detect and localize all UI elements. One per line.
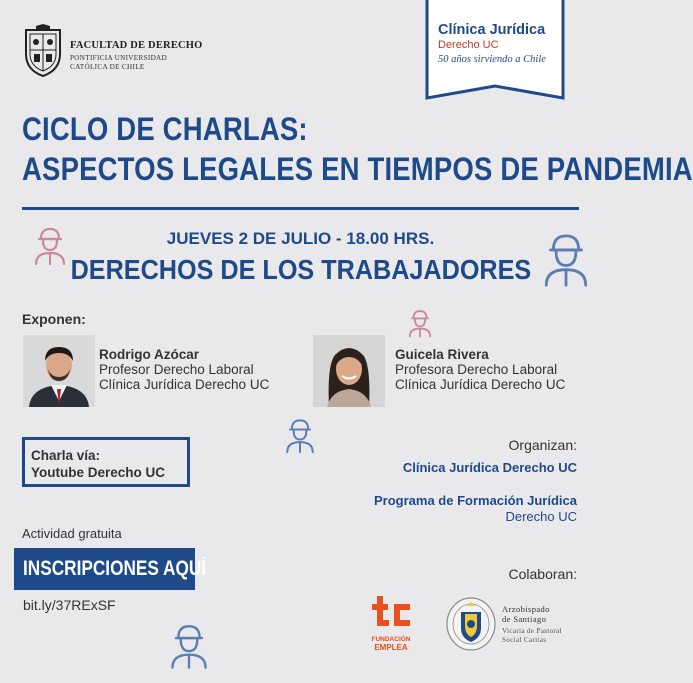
speaker-role: Profesora Derecho Laboral bbox=[395, 362, 558, 377]
faculty-sub-line-1: PONTIFICIA UNIVERSIDAD bbox=[70, 54, 168, 62]
event-topic-text: DERECHOS DE LOS TRABAJADORES bbox=[70, 254, 531, 285]
charla-via-label: Charla vía: bbox=[31, 448, 101, 463]
speaker-role: Profesor Derecho Laboral bbox=[99, 362, 254, 377]
speaker-info bbox=[395, 347, 565, 392]
faculty-title: FACULTAD DE DERECHO bbox=[70, 40, 203, 51]
page-title-line-2: ASPECTOS LEGALES EN TIEMPOS DE PANDEMIA bbox=[22, 151, 693, 187]
worker-icon bbox=[404, 306, 436, 338]
fundacion-emplea-line-1: FUNDACIÓN bbox=[371, 636, 411, 643]
arzobispado-sub-line-1: Vicaría de Pastoral bbox=[502, 627, 562, 635]
faculty-subtitle bbox=[70, 54, 167, 71]
free-activity-label: Actividad gratuita bbox=[22, 526, 122, 541]
registration-button[interactable] bbox=[14, 548, 207, 590]
banner-subtitle: Derecho UC bbox=[438, 39, 499, 51]
charla-via-box bbox=[22, 437, 190, 487]
worker-icon bbox=[163, 618, 215, 670]
worker-icon bbox=[280, 414, 320, 454]
arzobispado-title-line-2: de Santiago bbox=[502, 614, 547, 624]
event-topic bbox=[0, 254, 601, 286]
faculty-sub-line-2: CATÓLICA DE CHILE bbox=[70, 62, 145, 71]
speaker-photo bbox=[23, 335, 95, 407]
organizers-label: Organizan: bbox=[508, 437, 577, 453]
arzobispado-sub-line-2: Social Caritas bbox=[502, 636, 547, 644]
page-title-line-1: CICLO DE CHARLAS: bbox=[22, 111, 308, 147]
speaker-photo bbox=[313, 335, 385, 407]
arzobispado-title-line-1: Arzobispado bbox=[502, 604, 550, 614]
registration-button-label: INSCRIPCIONES AQUÍ bbox=[23, 557, 207, 580]
registration-link[interactable]: bit.ly/37RExSF bbox=[23, 597, 116, 613]
speakers-label: Exponen: bbox=[22, 311, 86, 327]
arzobispado-seal-icon bbox=[445, 596, 497, 652]
worker-icon bbox=[28, 222, 72, 266]
speaker-name: Rodrigo Azócar bbox=[99, 347, 200, 362]
speaker-org: Clínica Jurídica Derecho UC bbox=[395, 377, 566, 392]
event-date: JUEVES 2 DE JULIO - 18.00 HRS. bbox=[166, 229, 435, 248]
fundacion-emplea-line-2: EMPLEA bbox=[374, 642, 408, 652]
university-crest-icon bbox=[22, 24, 64, 78]
speaker-name: Guicela Rivera bbox=[395, 347, 489, 362]
speaker-info bbox=[99, 347, 269, 392]
charla-via-channel: Youtube Derecho UC bbox=[31, 465, 166, 480]
fundacion-emplea-text bbox=[370, 636, 412, 651]
banner-title: Clínica Jurídica bbox=[438, 22, 546, 38]
worker-icon bbox=[535, 226, 597, 288]
organizer-program: Programa de Formación Jurídica bbox=[373, 493, 577, 508]
arzobispado-title bbox=[502, 604, 550, 624]
arzobispado-subtitle bbox=[502, 627, 562, 645]
banner-motto: 50 años sirviendo a Chile bbox=[438, 54, 546, 65]
collaborators-label: Colaboran: bbox=[508, 566, 577, 582]
title-divider bbox=[22, 207, 579, 210]
speaker-org: Clínica Jurídica Derecho UC bbox=[99, 377, 270, 392]
organizer-program-sub: Derecho UC bbox=[505, 509, 577, 524]
organizer-clinic: Clínica Jurídica Derecho UC bbox=[402, 460, 577, 475]
